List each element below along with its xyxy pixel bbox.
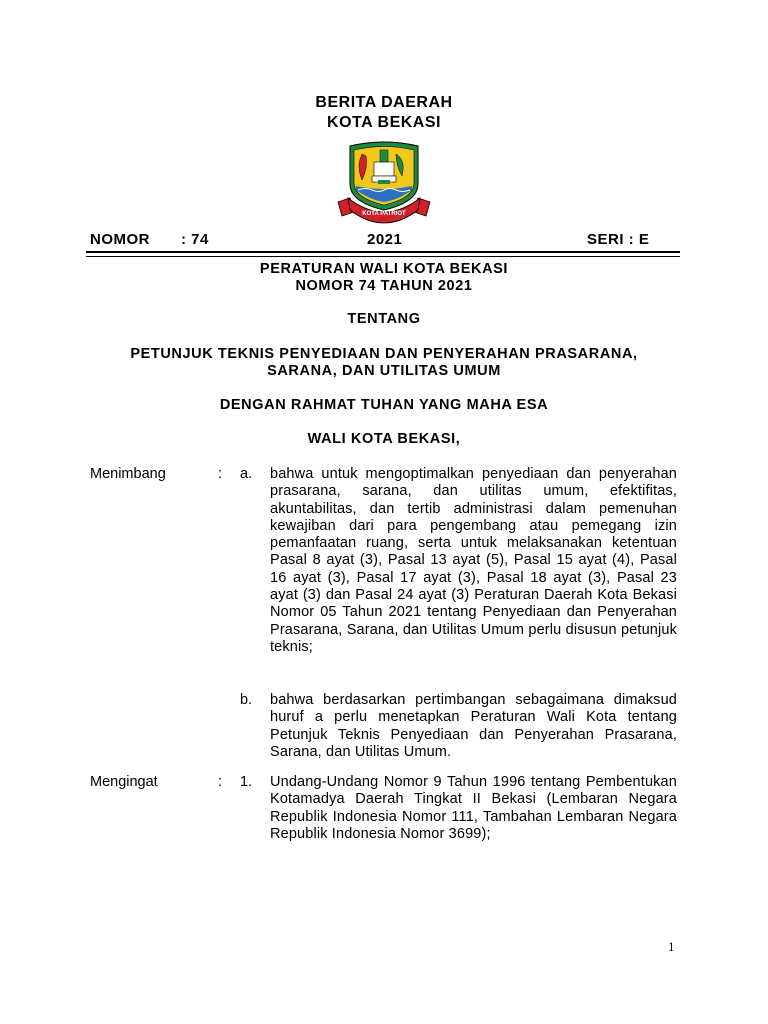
menimbang-marker-b: b. [240, 692, 253, 708]
subject-line-2: SARANA, DAN UTILITAS UMUM [267, 363, 501, 379]
blessing-line: DENGAN RAHMAT TUHAN YANG MAHA ESA [219, 397, 549, 413]
mengingat-marker-1: 1. [240, 774, 253, 790]
seri: SERI : E [587, 231, 650, 248]
divider-thin [86, 256, 680, 257]
tentang-heading: TENTANG [347, 311, 421, 327]
header-kota-bekasi: KOTA BEKASI [327, 114, 441, 131]
regulation-number: NOMOR 74 TAHUN 2021 [295, 278, 473, 294]
subject-line-1: PETUNJUK TEKNIS PENYEDIAAN DAN PENYERAHAN PRASARANA, [130, 346, 638, 362]
authority-line: WALI KOTA BEKASI, [307, 431, 461, 447]
kota-bekasi-emblem [332, 140, 436, 224]
mengingat-item-1: Undang-Undang Nomor 9 Tahun 1996 tentang Pembentukan Kotamadya Daerah Tingkat II Bekasi (Lembaran Negara Republik Indonesia Nomor 111, Tambahan Lembaran Negara Republik Indonesia Nomor 3699); [270, 774, 677, 842]
menimbang-label: Menimbang [90, 466, 166, 482]
menimbang-colon: : [218, 466, 223, 482]
header-berita-daerah: BERITA DAERAH [315, 94, 453, 111]
regulation-title: PERATURAN WALI KOTA BEKASI [259, 261, 509, 277]
nomor-value: : 74 [181, 231, 209, 248]
year: 2021 [367, 231, 403, 248]
nomor-label: NOMOR [90, 231, 150, 248]
divider-thick [86, 251, 680, 253]
menimbang-item-a: bahwa untuk mengoptimalkan penyediaan dan penyerahan prasarana, sarana, dan utilitas umum, efektifitas, akuntabilitas, dan tertib administrasi dalam pemenuhan kewajiban dari para pengembang atau pemegang izin pemanfaatan ruang, serta untuk melaksanakan ketentuan Pasal 8 ayat (3), Pasal 13 ayat (5), Pasal 15 ayat (4), Pasal 16 ayat (3), Pasal 17 ayat (3), Pasal 18 ayat (3), Pasal 23 ayat (3) dan Pasal 24 ayat (3) Peraturan Daerah Kota Bekasi Nomor 05 Tahun 2021 tentang Penyediaan dan Penyerahan Prasarana, Sarana, dan Utilitas Umum perlu disusun petunjuk teknis; [270, 466, 677, 655]
mengingat-label: Mengingat [90, 774, 158, 790]
menimbang-item-b: bahwa berdasarkan pertimbangan sebagaimana dimaksud huruf a perlu menetapkan Peraturan Wali Kota tentang Petunjuk Teknis Penyediaan dan Penyerahan Prasarana, Sarana, dan Utilitas Umum. [270, 692, 677, 760]
emblem-ribbon-text: KOTA PATRIOT [362, 211, 406, 217]
menimbang-marker-a: a. [240, 466, 253, 482]
page-number: 1 [668, 939, 675, 954]
mengingat-colon: : [218, 774, 223, 790]
